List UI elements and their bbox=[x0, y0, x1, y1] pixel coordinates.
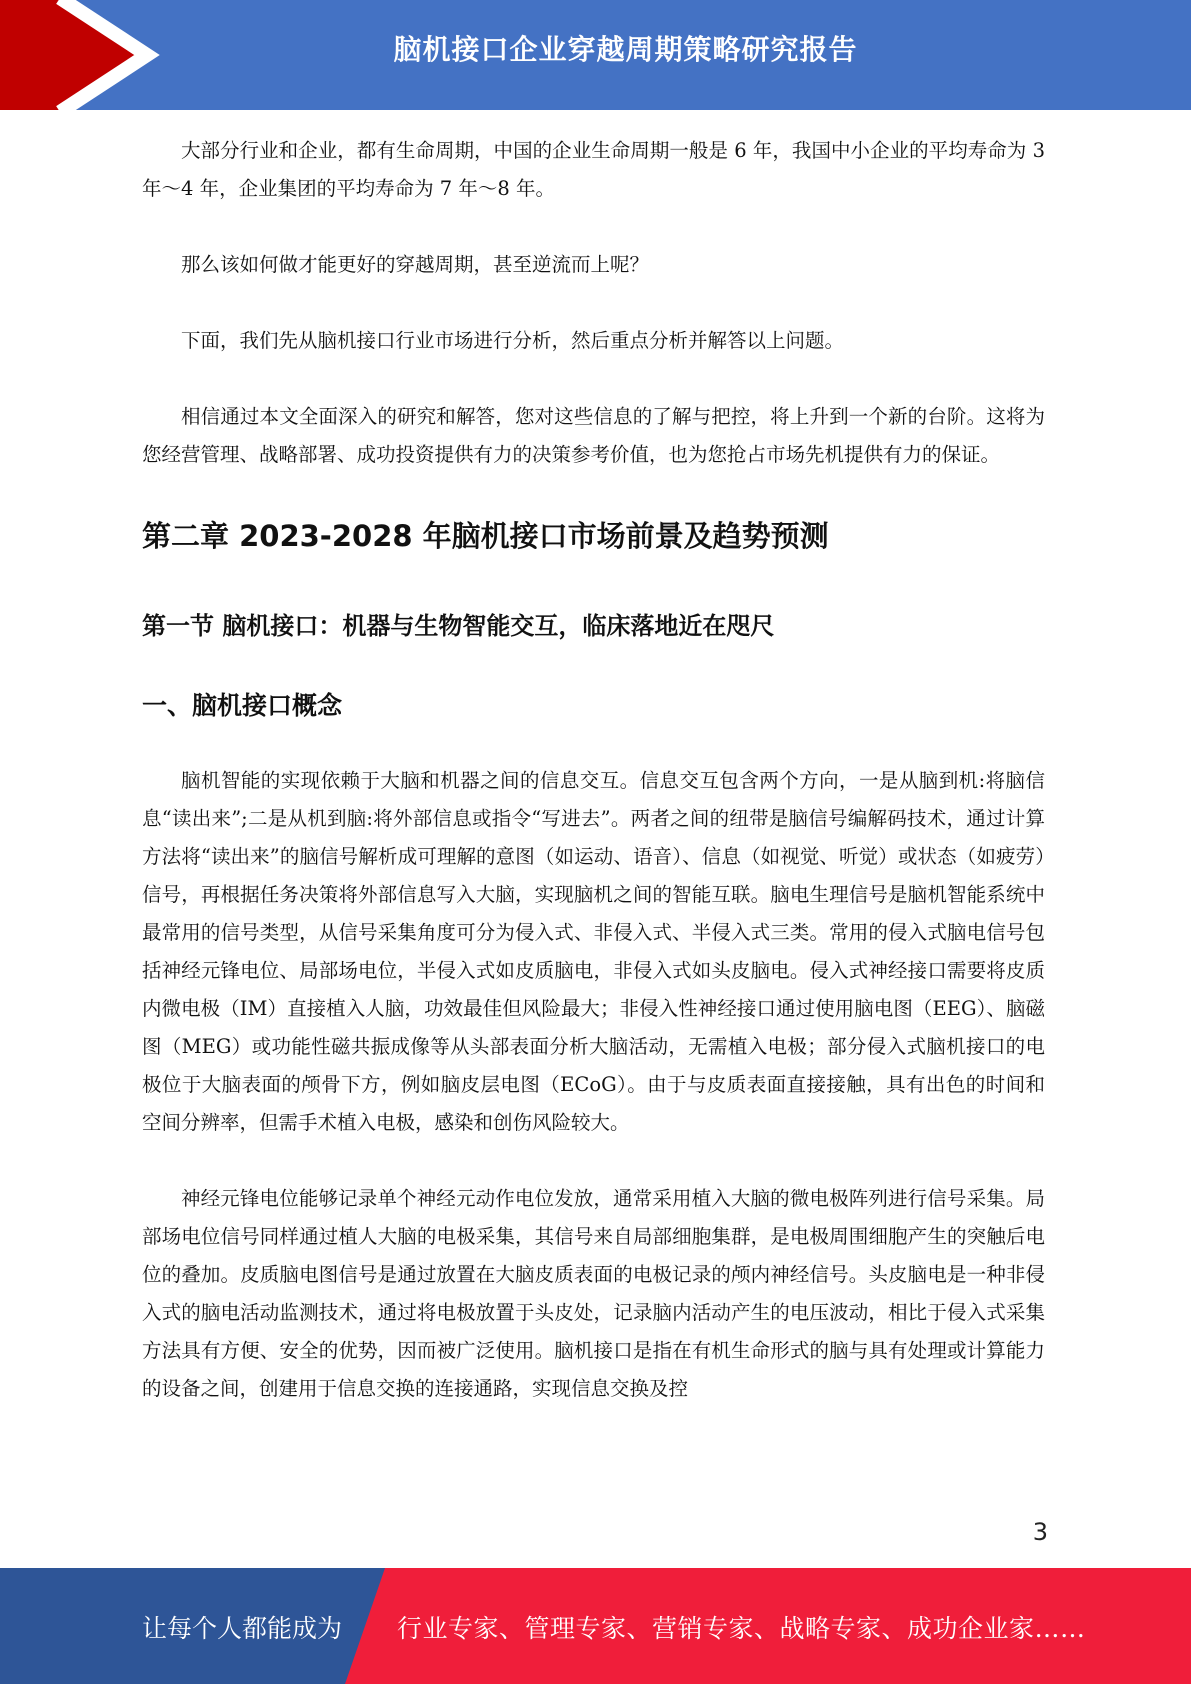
page-number: 3 bbox=[1032, 1518, 1048, 1546]
paragraph-signal-types: 神经元锋电位能够记录单个神经元动作电位发放，通常采用植入大脑的微电极阵列进行信号采集。局部场电位信号同样通过植人大脑的电极采集，其信号来自局部细胞集群，是电极周围细胞产生的突触后电位的叠加。皮质脑电图信号是通过放置在大脑皮质表面的电极记录的颅内神经信号。头皮脑电是一种非侵入式的脑电活动监测技术，通过将电极放置于头皮处，记录脑内活动产生的电压波动，相比于侵入式采集方法具有方便、安全的优势，因而被广泛使用。脑机接口是指在有机生命形式的脑与具有处理或计算能力的设备之间，创建用于信息交换的连接通路，实现信息交换及控 bbox=[142, 1187, 1045, 1400]
page-footer bbox=[0, 1568, 1191, 1684]
subsection-title: 一、脑机接口概念 bbox=[142, 691, 343, 720]
report-title: 脑机接口企业穿越周期策略研究报告 bbox=[393, 33, 858, 66]
page-content bbox=[142, 132, 1045, 1408]
footer-slogan-left: 让每个人都能成为 bbox=[142, 1614, 343, 1643]
section-title: 第一节 脑机接口：机器与生物智能交互，临床落地近在咫尺 bbox=[142, 612, 775, 640]
paragraph-lifecycle: 大部分行业和企业，都有生命周期，中国的企业生命周期一般是 6 年，我国中小企业的平均寿命为 3 年～4 年，企业集团的平均寿命为 7 年～8 年。 bbox=[142, 139, 1045, 200]
paragraph-question: 那么该如何做才能更好的穿越周期，甚至逆流而上呢？ bbox=[181, 253, 650, 276]
paragraph-overview: 下面，我们先从脑机接口行业市场进行分析，然后重点分析并解答以上问题。 bbox=[181, 329, 845, 352]
paragraph-value: 相信通过本文全面深入的研究和解答，您对这些信息的了解与把控，将上升到一个新的台阶。这将为您经营管理、战略部署、成功投资提供有力的决策参考价值，也为您抢占市场先机提供有力的保证。 bbox=[142, 405, 1045, 466]
page-header bbox=[0, 0, 1191, 110]
paragraph-bci-concept: 脑机智能的实现依赖于大脑和机器之间的信息交互。信息交互包含两个方向，一是从脑到机:将脑信息“读出来”;二是从机到脑:将外部信息或指令“写进去”。两者之间的纽带是脑信号编解码技术，通过计算方法将“读出来”的脑信号解析成可理解的意图（如运动、语音）、信息（如视觉、听觉）或状态（如疲劳）信号，再根据任务决策将外部信息写入大脑，实现脑机之间的智能互联。脑电生理信号是脑机智能系统中最常用的信号类型，从信号采集角度可分为侵入式、非侵入式、半侵入式三类。常用的侵入式脑电信号包括神经元锋电位、局部场电位，半侵入式如皮质脑电，非侵入式如头皮脑电。侵入式神经接口需要将皮质内微电极（IM）直接植入人脑，功效最佳但风险最大；非侵入性神经接口通过使用脑电图（EEG）、脑磁图（MEG）或功能性磁共振成像等从头部表面分析大脑活动，无需植入电极；部分侵入式脑机接口的电极位于大脑表面的颅骨下方，例如脑皮层电图（ECoG）。由于与皮质表面直接接触，具有出色的时间和空间分辨率，但需手术植入电极，感染和创伤风险较大。 bbox=[142, 769, 1045, 1134]
footer-slogan-right: 行业专家、管理专家、营销专家、战略专家、成功企业家…… bbox=[397, 1614, 1086, 1643]
chapter-title: 第二章 2023-2028 年脑机接口市场前景及趋势预测 bbox=[142, 519, 829, 553]
